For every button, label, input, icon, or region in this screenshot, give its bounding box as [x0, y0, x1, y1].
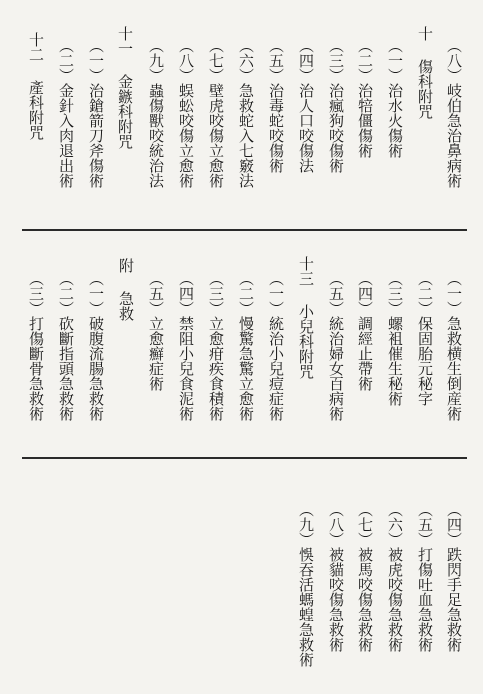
toc-entry: （一）統治小兒痘症術: [267, 271, 285, 421]
toc-entry: （二）保固胎元秘字: [416, 271, 434, 406]
toc-entry: （八）蜈蚣咬傷立愈術: [177, 38, 195, 188]
toc-entry: （六）急救蛇入七竅法: [237, 38, 255, 188]
toc-chapter-heading: 十二 產科附咒: [27, 32, 45, 140]
toc-chapter-heading: 十 傷科附咒: [416, 26, 434, 119]
toc-entry: （三）打傷斷骨急救術: [27, 271, 45, 421]
toc-entry: （二）砍斷指頭急救術: [57, 271, 75, 421]
toc-chapter-heading: 十三 小兒科附咒: [297, 256, 315, 379]
toc-entry: （五）打傷吐血急救術: [416, 502, 434, 652]
toc-entry: （四）禁阻小兒食泥術: [177, 271, 195, 421]
toc-entry: （七）被馬咬傷急救術: [356, 502, 374, 652]
toc-entry: （八）岐伯急治鼻病術: [445, 38, 463, 188]
section-divider: [22, 229, 467, 231]
toc-entry: （七）壁虎咬傷立愈術: [207, 38, 225, 188]
toc-entry: （二）慢驚急驚立愈術: [237, 271, 255, 421]
toc-entry: （四）治人口咬傷法: [297, 38, 315, 173]
toc-entry: （五）統治婦女百病術: [327, 271, 345, 421]
toc-entry: （一）急救横生倒産術: [445, 271, 463, 421]
toc-entry: （二）金針入肉退出術: [57, 38, 75, 188]
toc-entry: （三）螺袓催生秘術: [386, 271, 404, 406]
toc-entry: （八）被貓咬傷急救術: [327, 502, 345, 652]
toc-entry: （三）立愈疳疾食積術: [207, 271, 225, 421]
toc-entry: （六）被虎咬傷急救術: [386, 502, 404, 652]
toc-entry: （一）破腹流腸急救術: [87, 271, 105, 421]
toc-chapter-heading: 附 急救: [117, 258, 135, 321]
section-divider: [22, 457, 467, 459]
toc-entry: （九）悞吞活螞蝗急救術: [297, 502, 315, 667]
toc-entry: （五）治毒蛇咬傷術: [267, 38, 285, 173]
toc-entry: （三）治瘋狗咬傷術: [327, 38, 345, 173]
toc-entry: （二）治犃僵傷術: [356, 38, 374, 158]
toc-entry: （一）治水火傷術: [386, 38, 404, 158]
toc-entry: （四）跌閃手足急救術: [445, 502, 463, 652]
toc-chapter-heading: 十一 金鏃科附咒: [116, 26, 134, 149]
toc-entry: （九）蟲傷獸咬統治法: [147, 38, 165, 188]
toc-entry: （四）調經止帶術: [356, 271, 374, 391]
toc-entry: （一）治鎗箭刀斧傷術: [87, 38, 105, 188]
toc-entry: （五）立愈癬症術: [147, 271, 165, 391]
